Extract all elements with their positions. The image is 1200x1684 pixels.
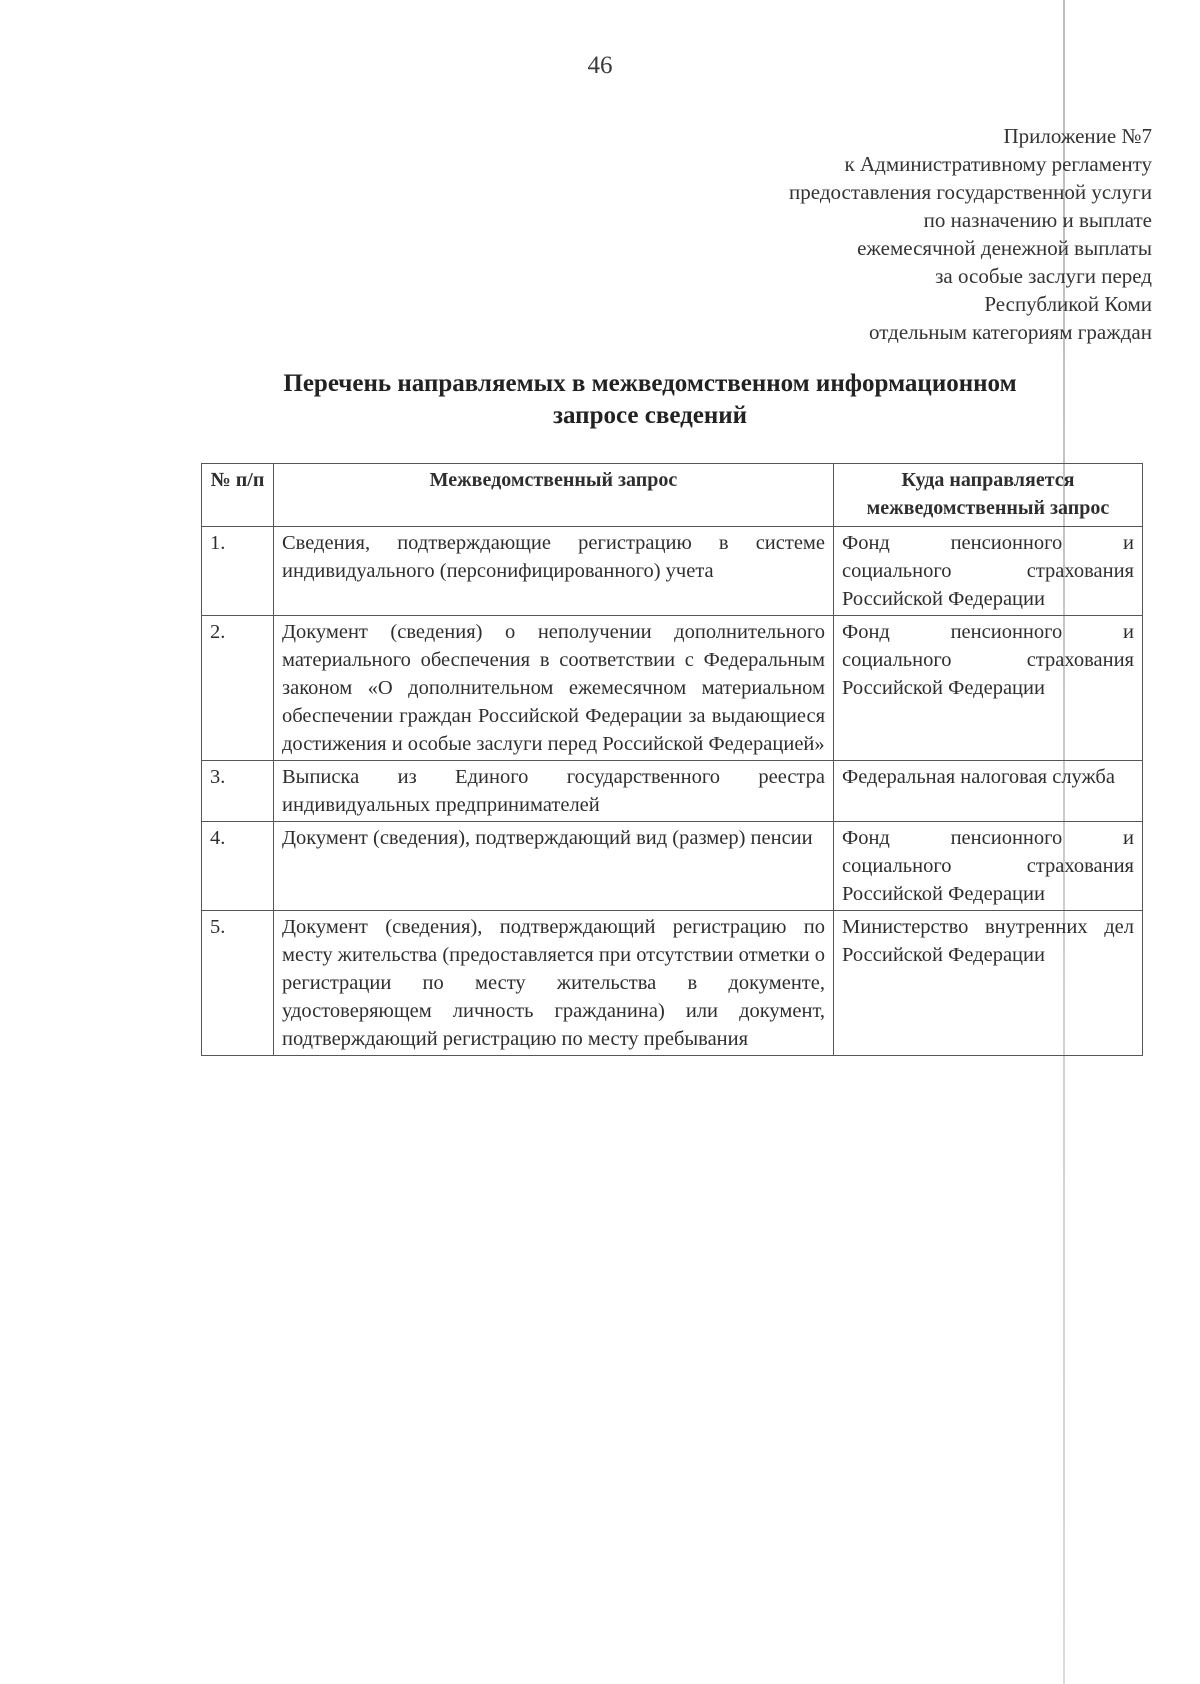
appendix-line: отдельным категориям граждан bbox=[869, 320, 1152, 344]
row-request: Выписка из Единого государственного реестра индивидуальных предпринимателей bbox=[274, 761, 834, 822]
row-number: 4. bbox=[202, 822, 274, 911]
row-number: 3. bbox=[202, 761, 274, 822]
appendix-line: Приложение №7 bbox=[1003, 124, 1152, 148]
table-row bbox=[202, 761, 1143, 822]
row-number: 5. bbox=[202, 911, 274, 1056]
table-row bbox=[202, 822, 1143, 911]
row-request: Документ (сведения), подтверждающий регистрацию по месту жительства (предоставляется при отсутствии отметки о регистрации по месту жительства в документе, удостоверяющем личность гражданина) или документ, подтверждающий регистрацию по месту пребывания bbox=[274, 911, 834, 1056]
requests-table bbox=[201, 463, 1143, 1056]
row-destination: Федеральная налоговая служба bbox=[834, 761, 1143, 822]
row-destination: Фонд пенсионного и социального страхования Российской Федерации bbox=[834, 822, 1143, 911]
row-number: 1. bbox=[202, 527, 274, 616]
table-row bbox=[202, 527, 1143, 616]
header-request: Межведомственный запрос bbox=[274, 464, 834, 527]
row-destination: Фонд пенсионного и социального страхования Российской Федерации bbox=[834, 527, 1143, 616]
header-destination: Куда направляется межведомственный запрос bbox=[834, 464, 1143, 527]
document-title bbox=[200, 368, 1100, 432]
row-request: Документ (сведения), подтверждающий вид (размер) пенсии bbox=[274, 822, 834, 911]
table-row bbox=[202, 911, 1143, 1056]
row-destination: Министерство внутренних дел Российской Федерации bbox=[834, 911, 1143, 1056]
appendix-line: Республикой Коми bbox=[984, 292, 1152, 316]
appendix-line: по назначению и выплате bbox=[923, 208, 1152, 232]
appendix-line: за особые заслуги перед bbox=[935, 264, 1152, 288]
row-number: 2. bbox=[202, 616, 274, 761]
document-title-line: Перечень направляемых в межведомственном информационном bbox=[283, 370, 1017, 397]
page-number: 46 bbox=[587, 52, 613, 79]
table-header-row bbox=[202, 464, 1143, 527]
row-request: Сведения, подтверждающие регистрацию в системе индивидуального (персонифицированного) учета bbox=[274, 527, 834, 616]
row-destination: Фонд пенсионного и социального страхования Российской Федерации bbox=[834, 616, 1143, 761]
appendix-line: к Административному регламенту bbox=[844, 152, 1152, 176]
document-title-line: запросе сведений bbox=[552, 402, 748, 429]
appendix-line: ежемесячной денежной выплаты bbox=[857, 236, 1152, 260]
table-row bbox=[202, 616, 1143, 761]
header-number: № п/п bbox=[202, 464, 274, 527]
appendix-header bbox=[552, 122, 1152, 346]
row-request: Документ (сведения) о неполучении дополнительного материального обеспечения в соответствии с Федеральным законом «О дополнительном ежемесячном материальном обеспечении граждан Российской Федерации за выдающиеся достижения и особые заслуги перед Российской Федерацией» bbox=[274, 616, 834, 761]
appendix-line: предоставления государственной услуги bbox=[789, 180, 1152, 204]
